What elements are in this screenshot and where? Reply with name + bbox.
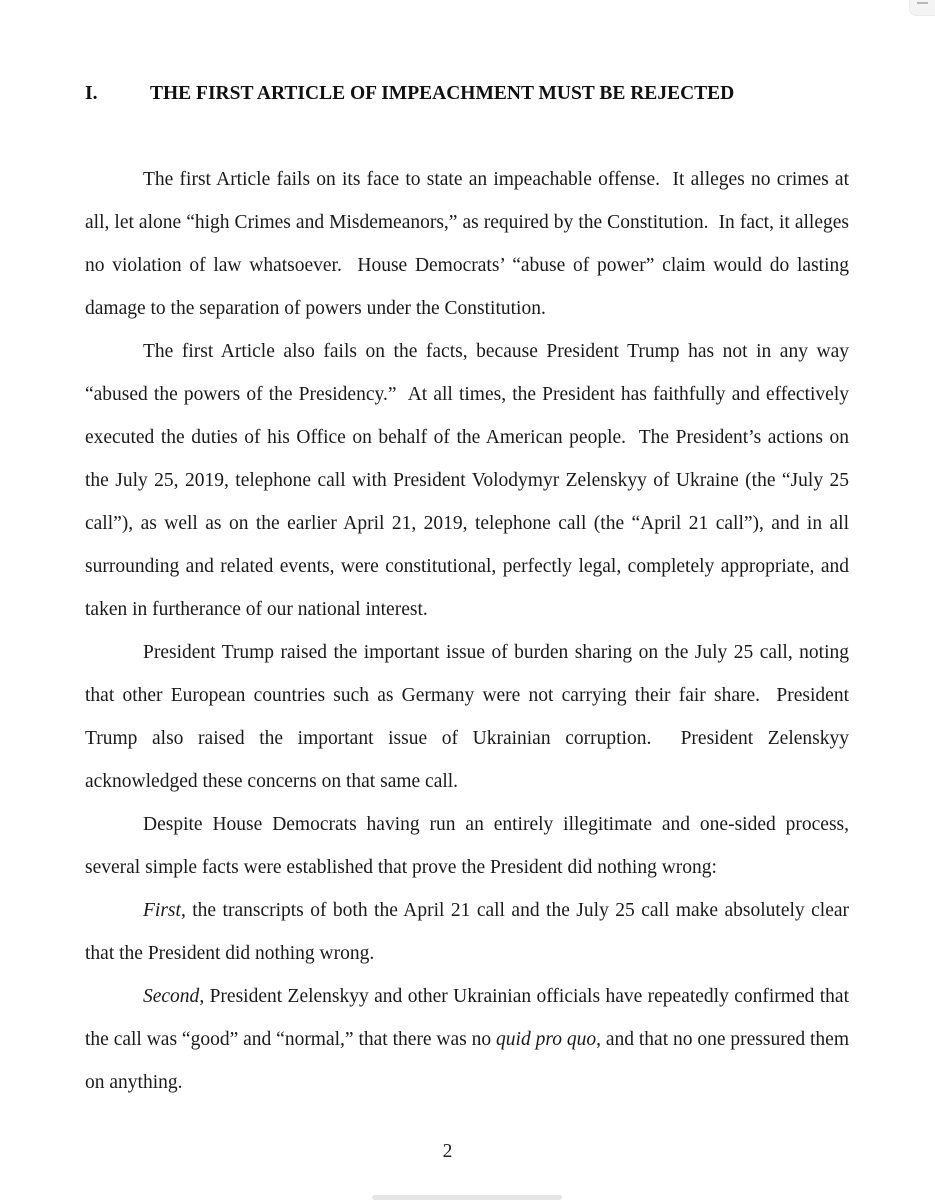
section-heading [85,72,849,115]
paragraph [85,330,854,631]
text-segment: , President Zelenskyy and other Ukrainian officials have repeatedly confirmed that the call was “good” and “normal,” that there was no [85,986,854,1050]
text-segment: , the transcripts of both the April 21 call and the July 25 call make absolutely clear that the President did nothing wrong. [85,900,854,964]
paragraph [85,889,854,975]
text-segment: President Trump raised the important issue of burden sharing on the July 25 call, noting that other European countries such as Germany were not carrying their fair share. President Trump also raised the important issue of Ukrainian corruption. President Zelenskyy acknowledged these concerns on that same call. [85,642,854,792]
italic-text-segment: quid pro quo [496,1029,597,1050]
italic-text-segment: First [143,900,181,921]
bottom-scroll-indicator[interactable] [372,1195,562,1200]
paragraph [85,158,854,330]
text-segment: , and that no one pressured them on anything. [85,1029,854,1093]
text-segment: The first Article fails on its face to state an impeachable offense. It alleges no crimes at all, let alone “high Crimes and Misdemeanors,” as required by the Constitution. In fact, it alleges no violation of law whatsoever. House Democrats’ “abuse of power” claim would do lasting damage to the separation of powers under the Constitution. [85,169,854,319]
corner-ui-artifact-dash [917,2,928,4]
section-heading-title: THE FIRST ARTICLE OF IMPEACHMENT MUST BE REJECTED [150,83,735,104]
body-paragraphs [85,158,854,1104]
italic-text-segment: Second [143,986,200,1007]
paragraph [85,631,854,803]
page-number: 2 [442,1141,453,1162]
paragraph [85,975,854,1104]
text-segment: Despite House Democrats having run an entirely illegitimate and one-sided process, several simple facts were established that prove the President did nothing wrong: [85,814,854,878]
document-content [85,72,854,1104]
corner-ui-artifact [909,0,935,16]
paragraph [85,803,854,889]
text-segment: The first Article also fails on the facts, because President Trump has not in any way “abused the powers of the Presidency.” At all times, the President has faithfully and effectively executed the duties of his Office on behalf of the American people. The President’s actions on the July 25, 2019, telephone call with President Volodymyr Zelenskyy of Ukraine (the “July 25 call”), as well as on the earlier April 21, 2019, telephone call (the “April 21 call”), and in all surrounding and related events, were constitutional, perfectly legal, completely appropriate, and taken in furtherance of our national interest. [85,341,854,620]
section-heading-numeral: I. [85,83,98,104]
